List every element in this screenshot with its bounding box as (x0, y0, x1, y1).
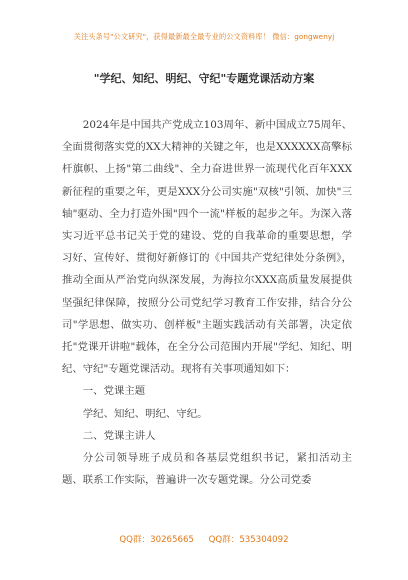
paragraph-speaker: 分公司领导班子成员和各基层党组织书记，紧扣活动主题、联系工作实际，普遍讲一次专题党课。分公司党委 (62, 452, 352, 487)
footer-qq-group-1: QQ群：30265665 (119, 535, 194, 545)
document-title: "学纪、知纪、明纪、守纪"专题党课活动方案 (93, 72, 315, 85)
section-heading-theme: 一、党课主题 (82, 385, 146, 398)
header-banner: 关注头条号"公文研究"，获得最新最全最专业的公文资料库！ 微信：gongwenyj (73, 32, 335, 41)
section-heading-speaker: 二、党课主讲人 (82, 429, 156, 442)
footer-contact (0, 533, 408, 545)
document-body (62, 114, 352, 491)
footer-qq-group-2: QQ群：535304092 (208, 535, 289, 545)
paragraph-theme: 学纪、知纪、明纪、守纪。 (82, 407, 208, 420)
paragraph-intro: 2024年是中国共产党成立103周年、新中国成立75周年、全面贯彻落实党的XX大精神的关键之年，也是XXXXXX高擎标杆旗帜、上扬"第二曲线"、全力奋进世界一流现代化百年XXX新征程的重要之年，更是XXX分公司实施"双核"引领、加快"三轴"驱动、全力打造外围"四个一流"样板的起步之年。为深入落实习近平总书记关于党的建设、党的自我革命的重要思想，学习好、宣传好、贯彻好新修订的《中国共产党纪律处分条例》，推动全面从严治党向纵深发展，为海拉尔XXX高质量发展提供坚强纪律保障，按照分公司党纪学习教育工作安排，结合分公司"学思想、做实功、创样板"主题实践活动有关部署，决定依托"党课开讲啦"载体，在全分公司范围内开展"学纪、知纪、明纪、守纪"专题党课活动。现将有关事项通知如下： (62, 119, 352, 376)
